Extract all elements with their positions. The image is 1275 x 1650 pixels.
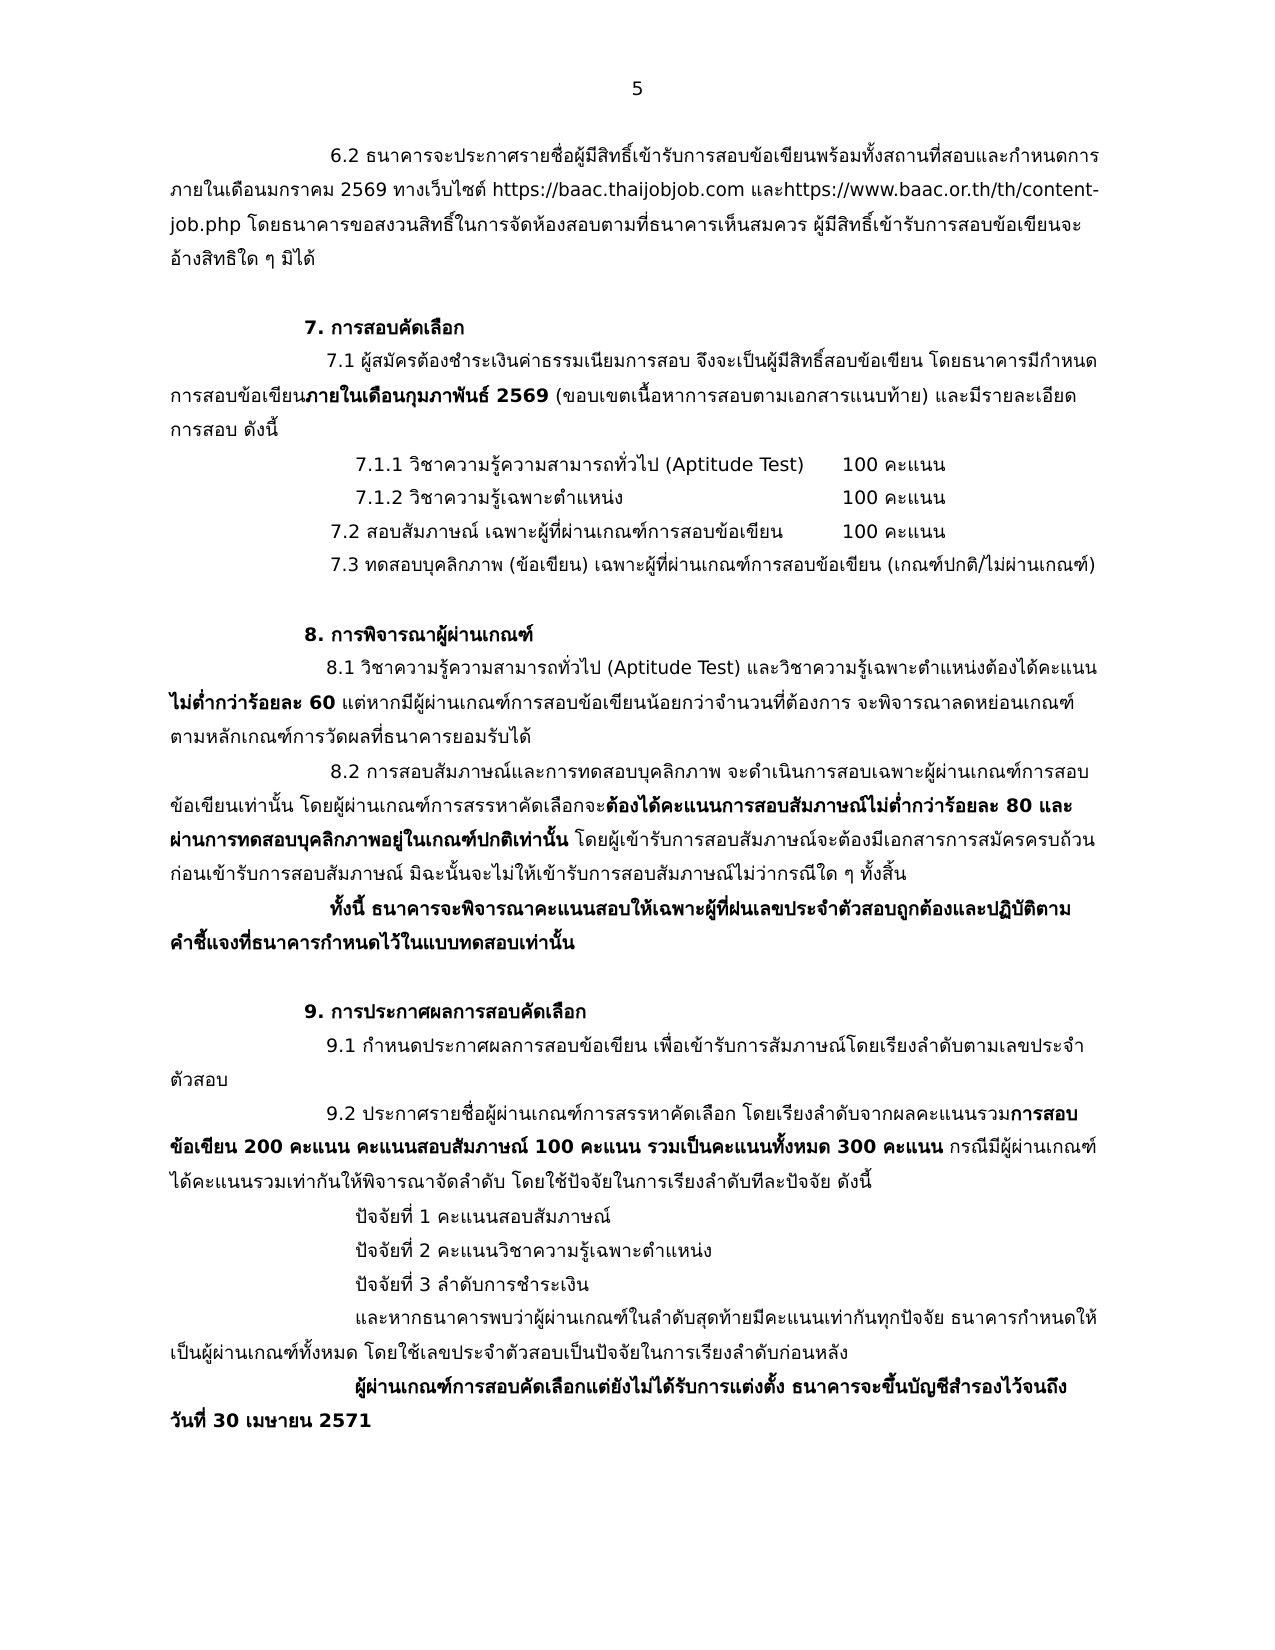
page-number: 5 bbox=[631, 78, 644, 100]
s8-1-line-2: ไม่ต่ำกว่าร้อยละ 60 แต่หากมีผู้ผ่านเกณฑ์การสอบข้อเขียนน้อยกว่าจำนวนที่ต้องการ จะพิจารณาลดหย่อนเกณฑ์ bbox=[170, 692, 1075, 714]
section-9-heading: 9. การประกาศผลการสอบคัดเลือก bbox=[304, 1001, 587, 1023]
s6-2-line-2: ภายในเดือนมกราคม 2569 ทางเว็บไซต์ https://baac.thaijobjob.com และhttps://www.baac.or.th/th/content- bbox=[170, 180, 1100, 201]
section-8-heading: 8. การพิจารณาผู้ผ่านเกณฑ์ bbox=[304, 624, 534, 646]
ranking-factor: ปัจจัยที่ 2 คะแนนวิชาความรู้เฉพาะตำแหน่ง bbox=[355, 1240, 713, 1262]
s6-2-line-1: 6.2 ธนาคารจะประกาศรายชื่อผู้มีสิทธิ์เข้ารับการสอบข้อเขียนพร้อมทั้งสถานที่สอบและกำหนดการ bbox=[330, 146, 1100, 167]
s9-2-line-2: ข้อเขียน 200 คะแนน คะแนนสอบสัมภาษณ์ 100 คะแนน รวมเป็นคะแนนทั้งหมด 300 คะแนน กรณีมีผู้ผ่านเกณฑ์ bbox=[170, 1137, 1097, 1158]
s8-2-line-2: ข้อเขียนเท่านั้น โดยผู้ผ่านเกณฑ์การสรรหาคัดเลือกจะต้องได้คะแนนการสอบสัมภาษณ์ไม่ต่ำกว่าร้อยละ 80 และ bbox=[170, 795, 1073, 817]
exam-item-label: 7.1.1 วิชาความรู้ความสามารถทั่วไป (Aptitude Test) bbox=[355, 454, 805, 476]
s7-1-line-2: การสอบข้อเขียนภายในเดือนกุมภาพันธ์ 2569 (ขอบเขตเนื้อหาการสอบตามเอกสารแนบท้าย) และมีรายละเอียด bbox=[170, 385, 1077, 407]
exam-item-label: 7.1.2 วิชาความรู้เฉพาะตำแหน่ง bbox=[355, 487, 624, 509]
s6-2-line-4: อ้างสิทธิใด ๆ มิได้ bbox=[170, 248, 316, 270]
s9-tie-line-2: เป็นผู้ผ่านเกณฑ์ทั้งหมด โดยใช้เลขประจำตัวสอบเป็นปัจจัยในการเรียงลำดับก่อนหลัง bbox=[170, 1342, 849, 1364]
exam-item-label: 7.2 สอบสัมภาษณ์ เฉพาะผู้ที่ผ่านเกณฑ์การสอบข้อเขียน bbox=[330, 521, 783, 543]
s9-2-line-1: 9.2 ประกาศรายชื่อผู้ผ่านเกณฑ์การสรรหาคัดเลือก โดยเรียงลำดับจากผลคะแนนรวมการสอบ bbox=[326, 1103, 1078, 1125]
s6-2-line-3: job.php โดยธนาคารขอสงวนสิทธิ์ในการจัดห้องสอบตามที่ธนาคารเห็นสมควร ผู้มีสิทธิ์เข้ารับการสอบข้อเขียนจะ bbox=[170, 214, 1082, 236]
s8-note-line-1: ทั้งนี้ ธนาคารจะพิจารณาคะแนนสอบให้เฉพาะผู้ที่ฝนเลขประจำตัวสอบถูกต้องและปฏิบัติตาม bbox=[330, 898, 1072, 920]
exam-item-score: 100 คะแนน bbox=[842, 487, 946, 509]
s7-1-line-1: 7.1 ผู้สมัครต้องชำระเงินค่าธรรมเนียมการสอบ จึงจะเป็นผู้มีสิทธิ์สอบข้อเขียน โดยธนาคารมีกำหนด bbox=[326, 351, 1098, 372]
exam-item-score: 100 คะแนน bbox=[842, 454, 946, 476]
s8-1-line-3: ตามหลักเกณฑ์การวัดผลที่ธนาคารยอมรับได้ bbox=[170, 726, 532, 748]
section-7-heading: 7. การสอบคัดเลือก bbox=[304, 317, 465, 339]
s8-2-line-3: ผ่านการทดสอบบุคลิกภาพอยู่ในเกณฑ์ปกติเท่านั้น โดยผู้เข้ารับการสอบสัมภาษณ์จะต้องมีเอกสารการสมัครครบถ้วน bbox=[170, 829, 1096, 851]
s9-note-line-2: วันที่ 30 เมษายน 2571 bbox=[170, 1410, 372, 1432]
s9-note-line-1: ผู้ผ่านเกณฑ์การสอบคัดเลือกแต่ยังไม่ได้รับการแต่งตั้ง ธนาคารจะขึ้นบัญชีสำรองไว้จนถึง bbox=[355, 1376, 1068, 1398]
exam-item-score: 100 คะแนน bbox=[842, 521, 946, 543]
s9-1-line-2: ตัวสอบ bbox=[170, 1069, 229, 1091]
s8-1-line-1: 8.1 วิชาความรู้ความสามารถทั่วไป (Aptitude Test) และวิชาความรู้เฉพาะตำแหน่งต้องได้คะแนน bbox=[326, 658, 1097, 679]
ranking-factor: ปัจจัยที่ 3 ลำดับการชำระเงิน bbox=[355, 1274, 589, 1296]
s8-2-line-1: 8.2 การสอบสัมภาษณ์และการทดสอบบุคลิกภาพ จะดำเนินการสอบเฉพาะผู้ผ่านเกณฑ์การสอบ bbox=[330, 761, 1090, 783]
ranking-factor: ปัจจัยที่ 1 คะแนนสอบสัมภาษณ์ bbox=[355, 1206, 611, 1228]
s9-tie-line-1: และหากธนาคารพบว่าผู้ผ่านเกณฑ์ในลำดับสุดท้ายมีคะแนนเท่ากันทุกปัจจัย ธนาคารกำหนดให้ bbox=[355, 1308, 1098, 1329]
s8-note-line-2: คำชี้แจงที่ธนาคารกำหนดไว้ในแบบทดสอบเท่านั้น bbox=[170, 932, 575, 954]
s7-1-line-3: การสอบ ดังนี้ bbox=[170, 419, 279, 441]
s8-2-line-4: ก่อนเข้ารับการสอบสัมภาษณ์ มิฉะนั้นจะไม่ให้เข้ารับการสอบสัมภาษณ์ไม่ว่ากรณีใด ๆ ทั้งสิ้น bbox=[170, 863, 907, 885]
s9-2-line-3: ได้คะแนนรวมเท่ากันให้พิจารณาจัดลำดับ โดยใช้ปัจจัยในการเรียงลำดับทีละปัจจัย ดังนี้ bbox=[170, 1171, 872, 1193]
s7-3-line: 7.3 ทดสอบบุคลิกภาพ (ข้อเขียน) เฉพาะผู้ที่ผ่านเกณฑ์การสอบข้อเขียน (เกณฑ์ปกติ/ไม่ผ่านเกณฑ์) bbox=[330, 555, 1096, 576]
s9-1-line-1: 9.1 กำหนดประกาศผลการสอบข้อเขียน เพื่อเข้ารับการสัมภาษณ์โดยเรียงลำดับตามเลขประจำ bbox=[326, 1035, 1085, 1057]
